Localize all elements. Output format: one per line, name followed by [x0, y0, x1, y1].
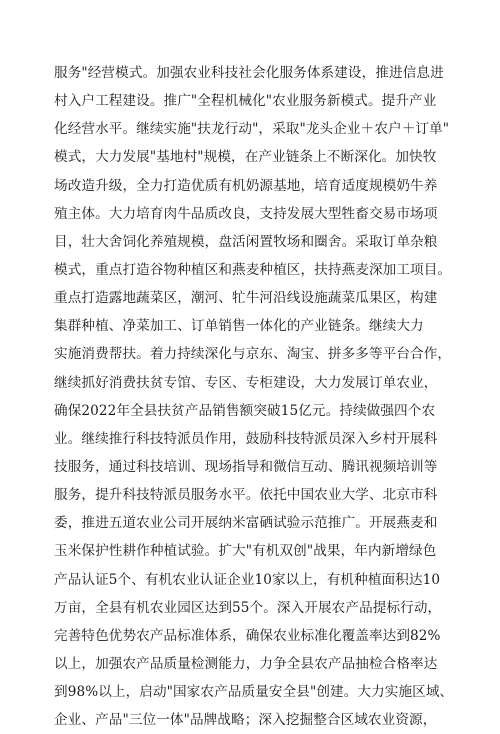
text-line: 确保2022年全县扶贫产品销售额突破15亿元。持续做强四个农 [54, 402, 436, 419]
text-line: 服务，提升科技特派员服务水平。依托中国农业大学、北京市科 [54, 487, 438, 504]
text-line: 万亩，全县有机农业园区达到55个。深入开展农产品提标行动， [54, 599, 442, 616]
text-line: 产品认证5个、有机农业认证企业10家以上，有机种植面积达10 [54, 571, 441, 588]
text-line: 企业、产品"三位一体"品牌战略；深入挖掘整合区域农业资源， [54, 712, 437, 729]
body-text [54, 59, 454, 734]
text-line: 业。继续推行科技特派员作用，鼓励科技特派员深入乡村开展科 [54, 430, 438, 447]
text-line: 服务"经营模式。加强农业科技社会化服务体系建设，推进信息进 [54, 65, 444, 81]
text-line: 集群种植、净菜加工、订单销售一体化的产业链条。继续大力 [54, 318, 424, 335]
text-line: 委，推进五道农业公司开展纳米富硒试验示范推广。开展燕麦和 [54, 515, 438, 532]
text-line: 模式，大力发展"基地村"规模，在产业链条上不断深化。加快牧 [54, 149, 437, 166]
text-line: 到98%以上，启动"国家农产品质量安全县"创建。大力实施区域、 [54, 684, 454, 701]
text-line: 场改造升级，全力打造优质有机奶源基地，培育适度规模奶牛养 [54, 177, 438, 194]
text-line: 化经营水平。继续实施"扶龙行动"，采取"龙头企业＋农户＋订单" [54, 121, 450, 138]
text-line: 目，壮大舍饲化养殖规模，盘活闲置牧场和圈舍。采取订单杂粮 [54, 233, 438, 250]
text-line: 模式，重点打造谷物种植区和燕麦种植区，扶持燕麦深加工项目。 [54, 261, 452, 278]
text-line: 继续抓好消费扶贫专馆、专区、专柜建设，大力发展订单农业， [54, 374, 438, 391]
text-line: 村入户工程建设。推广"全程机械化"农业服务新模式。提升产业 [54, 93, 437, 110]
text-line: 完善特色优势农产品标准体系，确保农业标准化覆盖率达到82% [54, 627, 441, 644]
text-line: 殖主体。大力培育肉牛品质改良，支持发展大型牲畜交易市场项 [54, 205, 438, 222]
text-line: 以上，加强农产品质量检测能力，力争全县农产品抽检合格率达 [54, 655, 438, 672]
text-line: 实施消费帮扶。着力持续深化与京东、淘宝、拼多多等平台合作， [54, 346, 452, 363]
text-line: 重点打造露地蔬菜区，潮河、牤牛河沿线设施蔬菜瓜果区，构建 [54, 290, 438, 307]
text-line: 技服务，通过科技培训、现场指导和微信互动、腾讯视频培训等 [54, 458, 438, 475]
text-line: 玉米保护性耕作种植试验。扩大"有机双创"战果，年内新增绿色 [54, 543, 437, 560]
